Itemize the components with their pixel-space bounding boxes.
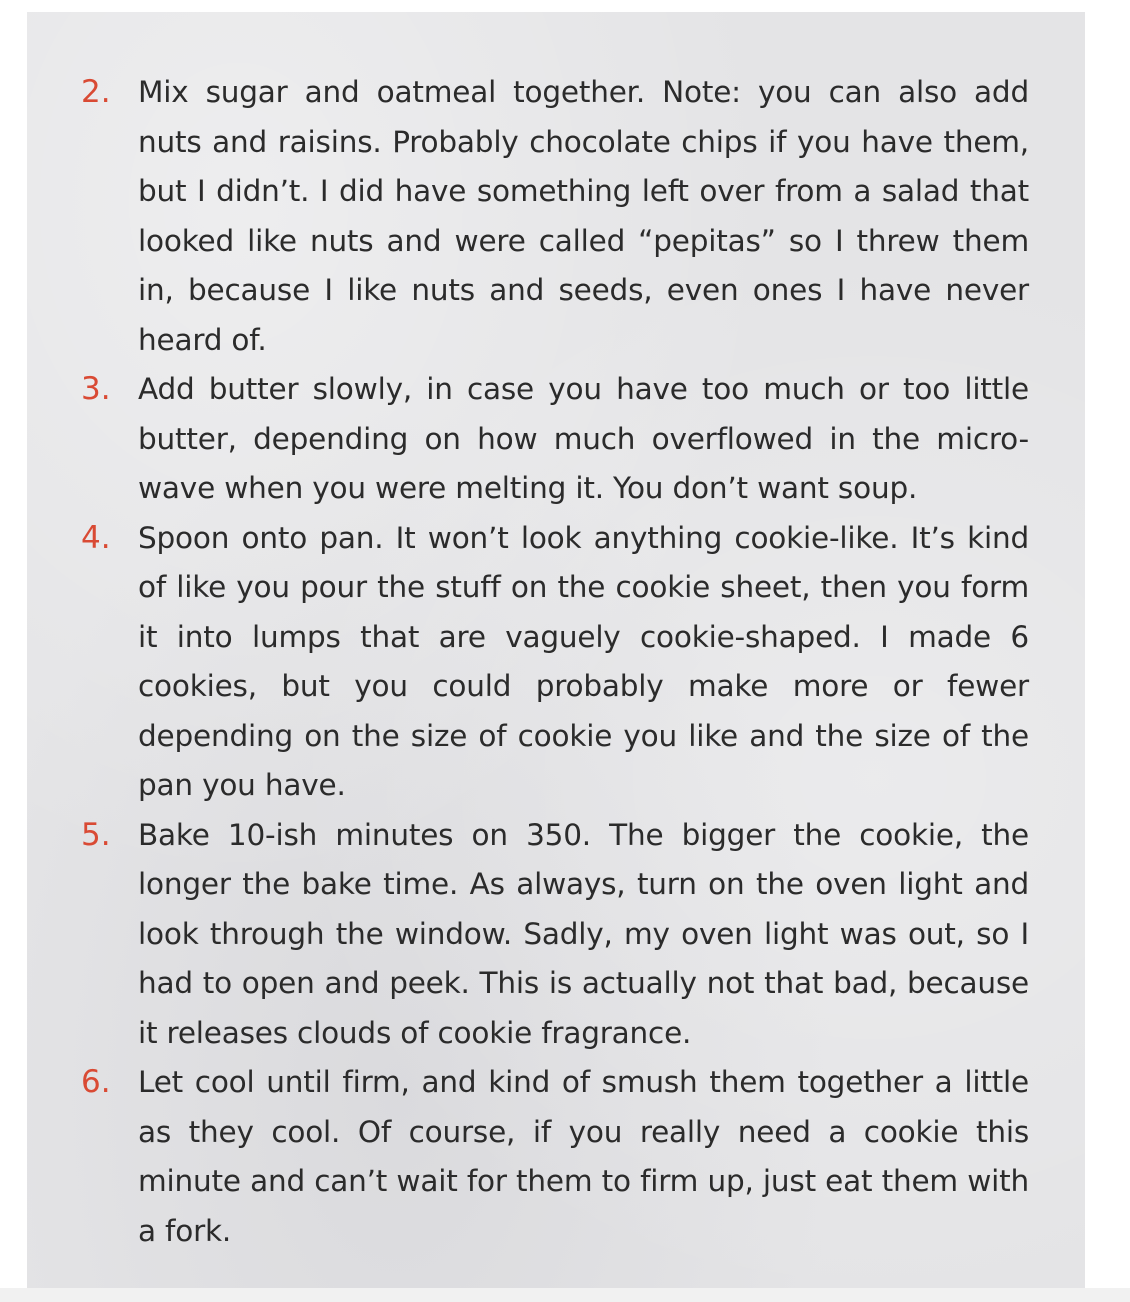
recipe-step xyxy=(81,68,1029,365)
bottom-margin xyxy=(0,1288,1130,1302)
step-number: 3. xyxy=(81,371,111,407)
recipe-step xyxy=(81,811,1029,1059)
step-text: Let cool until firm, and kind of smush them together a little as they cool. Of course, if you really need a cookie this minute and can’t wait for them to firm up, just eat them with a fork. xyxy=(138,1065,1029,1248)
recipe-step xyxy=(81,365,1029,514)
step-number: 4. xyxy=(81,519,111,556)
step-text: Mix sugar and oatmeal together. Note: you can also add nuts and raisins. Probably chocolate chips if you have them, but I didn’t. I did have something left over from a salad that looked like nuts and were called “pepitas” so I threw them in, because I like nuts and seeds, even ones I have never heard of. xyxy=(138,75,1029,357)
step-number: 2. xyxy=(81,74,111,110)
recipe-step xyxy=(81,1058,1029,1256)
step-number: 5. xyxy=(81,816,111,853)
step-text: Spoon onto pan. It won’t look anything cookie-like. It’s kind of like you pour the stuff on the cookie sheet, then you form it into lumps that are vaguely cookie-shaped. I made 6 cookies, but you could probably make more or fewer depending on the size of cookie you like and the size of the pan you have. xyxy=(138,520,1029,802)
recipe-steps-list xyxy=(81,68,1029,1256)
step-text: Bake 10-ish minutes on 350. The bigger the cookie, the longer the bake time. As always, turn on the oven light and look through the window. Sadly, my oven light was out, so I had to open and peek. This is actually not that bad, because it releases clouds of cookie fragrance. xyxy=(138,817,1029,1050)
step-number: 6. xyxy=(81,1064,111,1100)
recipe-panel xyxy=(27,12,1085,1288)
step-text: Add butter slowly, in case you have too much or too little butter, depending on how much overflowed in the micro-wave when you were melting it. You don’t want soup. xyxy=(138,372,1029,505)
recipe-step xyxy=(81,514,1029,811)
